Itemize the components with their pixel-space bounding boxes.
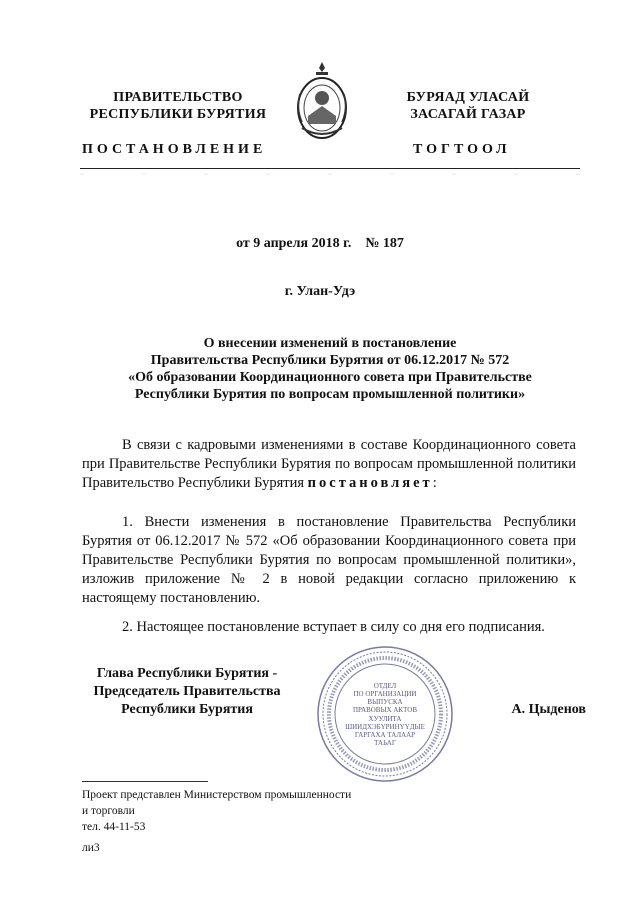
signatory-title-line1: Глава Республики Бурятия -: [96, 666, 278, 681]
document-title: [70, 335, 590, 403]
date-number: от 9 апреля 2018 г. № 187: [236, 236, 404, 251]
intro-end: :: [432, 475, 437, 491]
stamp-line-7: ГАРГАХА ТАЛААР: [354, 731, 416, 739]
coat-of-arms-emblem: [294, 58, 350, 142]
footer-line-1: Проект представлен Министерством промышленности: [82, 789, 352, 801]
gov-name-bua-line1: БУРЯАД УЛАСАЙ: [406, 90, 530, 105]
doctype-bua: ТОГТООЛ: [413, 142, 511, 157]
signatory-title-line2: Председатель Правительства: [93, 684, 281, 699]
stamp-line-6: ШИИДХЭБҮРИНҮҮДЫЕ: [345, 723, 425, 731]
gov-name-ru: [88, 89, 268, 123]
intro-paragraph: [82, 436, 576, 493]
stamp-line-4: ПРАВОВЫХ АКТОВ: [352, 706, 418, 714]
stamp-line-3: ВЫПУСКА: [367, 698, 403, 706]
signatory-name: А. Цыденов: [511, 702, 586, 717]
stamp-line-1: ОТДЕЛ: [373, 682, 397, 690]
footer-rule: [82, 781, 208, 782]
title-line-2: Правительства Республики Бурятия от 06.12.2017 № 572: [150, 353, 510, 368]
header-dotted-line: ·· ·· ·· ·· ·· ·· ·· ·· ··: [80, 172, 580, 178]
gov-name-ru-line1: ПРАВИТЕЛЬСТВО: [113, 90, 243, 105]
footer-note: [82, 787, 482, 856]
stamp-line-5: ХУУЛИТА: [368, 715, 402, 723]
gov-name-bua-line2: ЗАСАГАЙ ГАЗАР: [410, 107, 526, 122]
gov-name-bua: [378, 89, 558, 123]
title-line-3: «Об образовании Координационного совета при Правительстве: [128, 370, 532, 385]
gov-name-ru-line2: РЕСПУБЛИКИ БУРЯТИЯ: [89, 107, 267, 122]
intro-keyword: постановляет: [307, 475, 433, 491]
stamp-line-8: ТАЬАГ: [374, 739, 396, 747]
title-line-4: Республики Бурятия по вопросам промышленной политики»: [134, 387, 526, 402]
stamp-line-2: ПО ОРГАНИЗАЦИИ: [353, 690, 417, 698]
doctype-ru: ПОСТАНОВЛЕНИЕ: [82, 142, 267, 157]
title-line-1: О внесении изменений в постановление: [203, 336, 457, 351]
item-2-paragraph: 2. Настоящее постановление вступает в силу со дня его подписания.: [122, 619, 545, 635]
official-stamp: [315, 644, 455, 784]
item-1-paragraph: 1. Внести изменения в постановление Правительства Республики Бурятия от 06.12.2017 № 572 «Об образовании Координационного совета при Правительстве Республики Бурятия по вопросам промышленной политики», изложив приложение № 2 в новой редакции согласно приложению к настоящему постановлению.: [82, 514, 576, 606]
signatory-title-line3: Республики Бурятия: [121, 702, 253, 717]
header-rule: [80, 168, 580, 169]
signatory-title: [82, 665, 292, 719]
footer-phone: тел. 44-11-53: [82, 821, 146, 833]
intro-text: В связи с кадровыми изменениями в составе Координационного совета при Правительстве Республики Бурятия по вопросам промышленной политики Правительство Республики Бурятия: [82, 437, 576, 491]
footer-code: ли3: [82, 842, 100, 854]
footer-line-2: и торговли: [82, 805, 135, 817]
city: г. Улан-Удэ: [284, 284, 356, 299]
